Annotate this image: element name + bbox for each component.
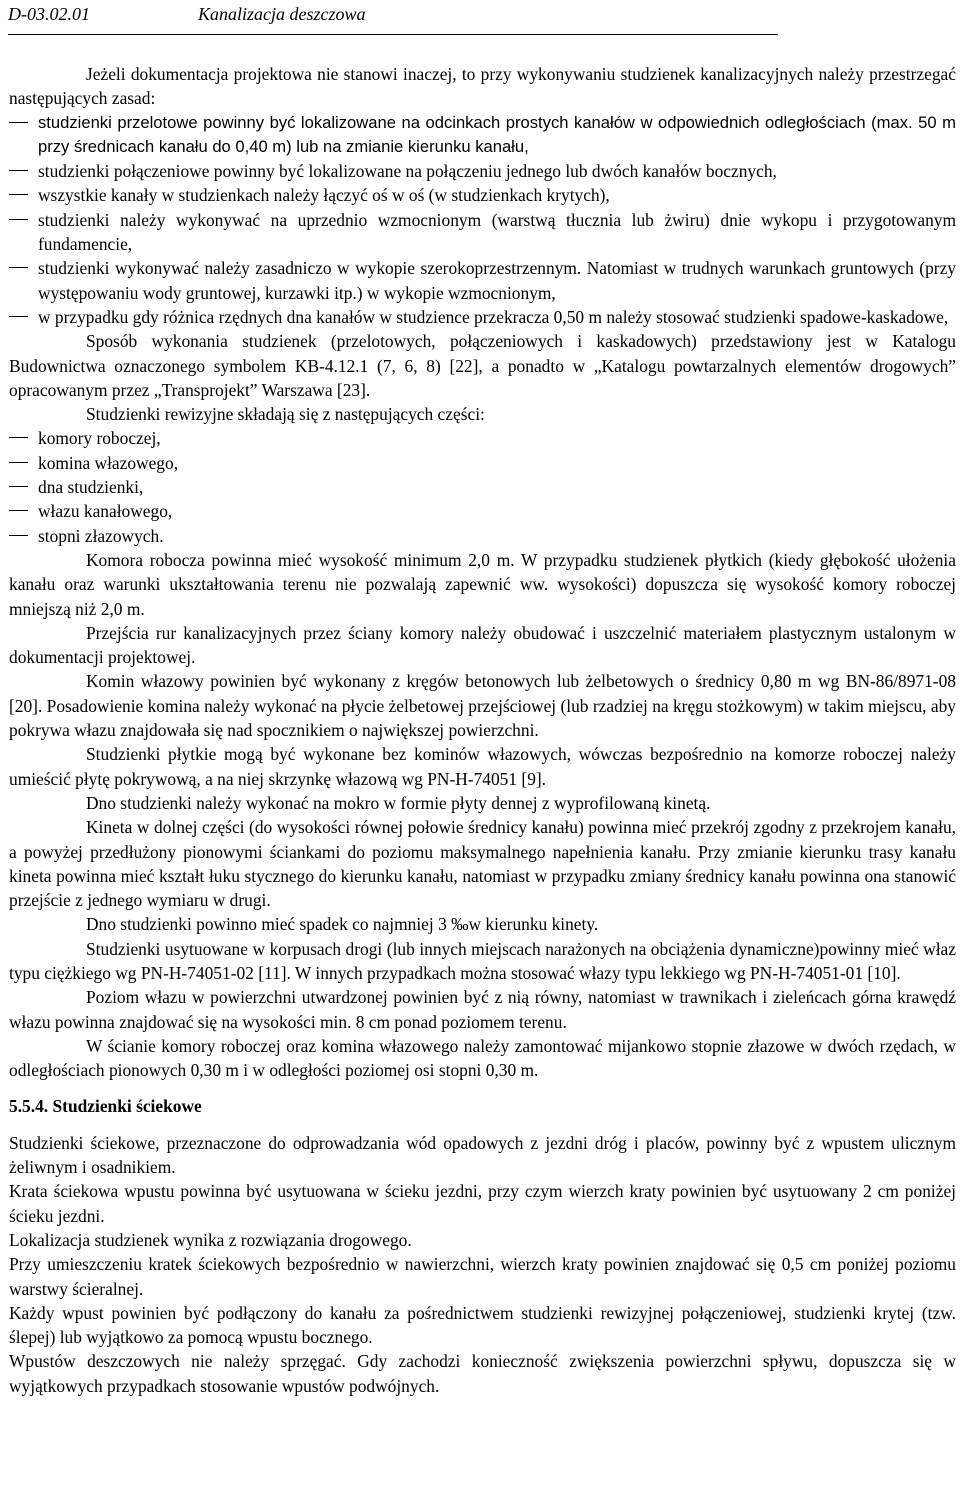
list-item: studzienki należy wykonywać na uprzednio wzmocnionym (warstwą tłucznia lub żwiru) dnie wykopu i przygotowanym fundamencie, [9, 208, 956, 257]
dash-bullet [9, 510, 28, 511]
paragraph: Kineta w dolnej części (do wysokości równej połowie średnicy kanału) powinna mieć przekrój zgodny z przekrojem kanału, a powyżej przedłużony pionowymi ściankami do poziomu maksymalnego napełnienia kanału. Przy zmianie kierunku trasy kanału kineta powinna mieć kształt łuku stycznego do kierunku kanału, natomiast w przypadku zmiany średnicy kanału powinna ona stanowić przejście z jednego wymiaru w drugi. [9, 817, 956, 911]
list-item: studzienki połączeniowe powinny być lokalizowane na połączeniu jednego lub dwóch kanałów bocznych, [9, 159, 956, 183]
paragraph: Dno studzienki należy wykonać na mokro w formie płyty dennej z wyprofilowaną kinetą. [86, 792, 711, 813]
section-heading: 5.5.4. Studzienki ściekowe [9, 1096, 202, 1117]
paragraph: Wpustów deszczowych nie należy sprzęgać. Gdy zachodzi konieczność zwiększenia powierzchni spływu, dopuszcza się w wyjątkowych przypadkach stosowanie wpustów podwójnych. [9, 1351, 956, 1396]
paragraph: Każdy wpust powinien być podłączony do kanału za pośrednictwem studzienki rewizyjnej połączeniowej, studzienki krytej (tzw. ślepej) lub wyjątkowo za pomocą wpustu bocznego. [9, 1302, 956, 1348]
dash-bullet [9, 437, 28, 438]
dash-bullet [9, 486, 28, 487]
list-item: studzienki przelotowe powinny być lokalizowane na odcinkach prostych kanałów w odpowiednich odległościach (max. 50 m przy średnicach kanału do 0,40 m) lub na zmianie kierunku kanału, [9, 111, 956, 160]
paragraph: Dno studzienki powinno mieć spadek co najmniej 3 ‰w kierunku kinety. [86, 914, 599, 935]
dash-bullet [9, 535, 28, 536]
dash-bullet [9, 122, 28, 123]
paragraph: Sposób wykonania studzienek (przelotowych, połączeniowych i kaskadowych) przedstawiony jest w Katalogu Budownictwa oznaczonego symbolem KB-4.12.1 (7, 6, 8) [22], a ponadto w „Katalogu powtarzalnych elementów drogowych” opracowanym przez „Transprojekt” Warszawa [23]. [9, 331, 956, 400]
list-item: studzienki wykonywać należy zasadniczo w wykopie szerokoprzestrzennym. Natomiast w trudnych warunkach gruntowych (przy występowaniu wody gruntowej, kurzawki itp.) w wykopie wzmocnionym, [9, 256, 956, 305]
list-item: komory roboczej, [9, 426, 956, 450]
document-code: D-03.02.01 [8, 4, 90, 24]
dash-bullet [9, 316, 28, 317]
dash-bullet [9, 462, 28, 463]
paragraph: Studzienki ściekowe, przeznaczone do odprowadzania wód opadowych z jezdni dróg i placów, powinny być z wpustem ulicznym żeliwnym i osadnikiem. [9, 1132, 956, 1178]
paragraph: Poziom włazu w powierzchni utwardzonej powinien być z nią równy, natomiast w trawnikach i zieleńcach górna krawędź włazu powinna znajdować się na wysokości min. 8 cm ponad poziomem terenu. [9, 987, 956, 1032]
paragraph: Przejścia rur kanalizacyjnych przez ściany komory należy obudować i uszczelnić materiałem plastycznym ustalonym w dokumentacji projektowej. [9, 622, 956, 668]
parts-list [9, 426, 956, 547]
list-item: stopni złazowych. [9, 524, 956, 548]
list-item: wszystkie kanały w studzienkach należy łączyć oś w oś (w studzienkach krytych), [9, 183, 956, 207]
list-item: włazu kanałowego, [9, 499, 956, 523]
paragraph: Przy umieszczeniu kratek ściekowych bezpośrednio w nawierzchni, wierzch kraty powinien znajdować się 0,5 cm poniżej poziomu warstwy ścieralnej. [9, 1254, 956, 1299]
dash-bullet [9, 194, 28, 195]
paragraph: Komora robocza powinna mieć wysokość minimum 2,0 m. W przypadku studzienek płytkich (kiedy głębokość ułożenia kanału oraz warunki ukształtowania terenu nie pozwalają zapewnić ww. wysokości) dopuszcza się wysokość komory roboczej mniejszą niż 2,0 m. [9, 549, 956, 619]
dash-bullet [9, 170, 28, 171]
dash-bullet [9, 219, 28, 220]
paragraph: Lokalizacja studzienek wynika z rozwiązania drogowego. [9, 1229, 412, 1250]
intro-paragraph: Jeżeli dokumentacja projektowa nie stanowi inaczej, to przy wykonywaniu studzienek kanalizacyjnych należy przestrzegać następujących zasad: [9, 64, 956, 109]
list-item: w przypadku gdy różnica rzędnych dna kanałów w studzience przekracza 0,50 m należy stosować studzienki spadowe-kaskadowe, [9, 305, 956, 329]
paragraph: Komin włazowy powinien być wykonany z kręgów betonowych lub żelbetowych o średnicy 0,80 m wg BN-86/8971-08 [20]. Posadowienie komina należy wykonać na płycie żelbetowej przejściowej (lub rzadziej na kręgu stożkowym) w takim miejscu, aby pokrywa włazu znajdowała się nad spocznikiem o największej powierzchni. [9, 671, 956, 741]
document-body [9, 62, 956, 1398]
paragraph: W ścianie komory roboczej oraz komina włazowego należy zamontować mijankowo stopnie złazowe w dwóch rzędach, w odległościach pionowych 0,30 m i w odległości poziomej osi stopni 0,30 m. [9, 1035, 956, 1081]
dash-bullet [9, 267, 28, 268]
paragraph: Krata ściekowa wpustu powinna być usytuowana w ścieku jezdni, przy czym wierzch kraty powinien być usytuowany 2 cm poniżej ścieku jezdni. [9, 1181, 956, 1226]
rules-list [9, 111, 956, 330]
list-item: dna studzienki, [9, 475, 956, 499]
paragraph: Studzienki usytuowane w korpusach drogi (lub innych miejscach narażonych na obciążenia dynamiczne)powinny mieć właz typu ciężkiego wg PN-H-74051-02 [11]. W innych przypadkach można stosować włazy typu lekkiego wg PN-H-74051-01 [10]. [9, 938, 956, 983]
paragraph: Studzienki płytkie mogą być wykonane bez kominów włazowych, wówczas bezpośrednio na komorze roboczej należy umieścić płytę pokrywową, a na niej skrzynkę włazową wg PN-H-74051 [9]. [9, 744, 956, 789]
document-title: Kanalizacja deszczowa [198, 4, 366, 24]
page-header [8, 4, 778, 35]
paragraph: Studzienki rewizyjne składają się z następujących części: [86, 404, 485, 425]
list-item: komina włazowego, [9, 451, 956, 475]
